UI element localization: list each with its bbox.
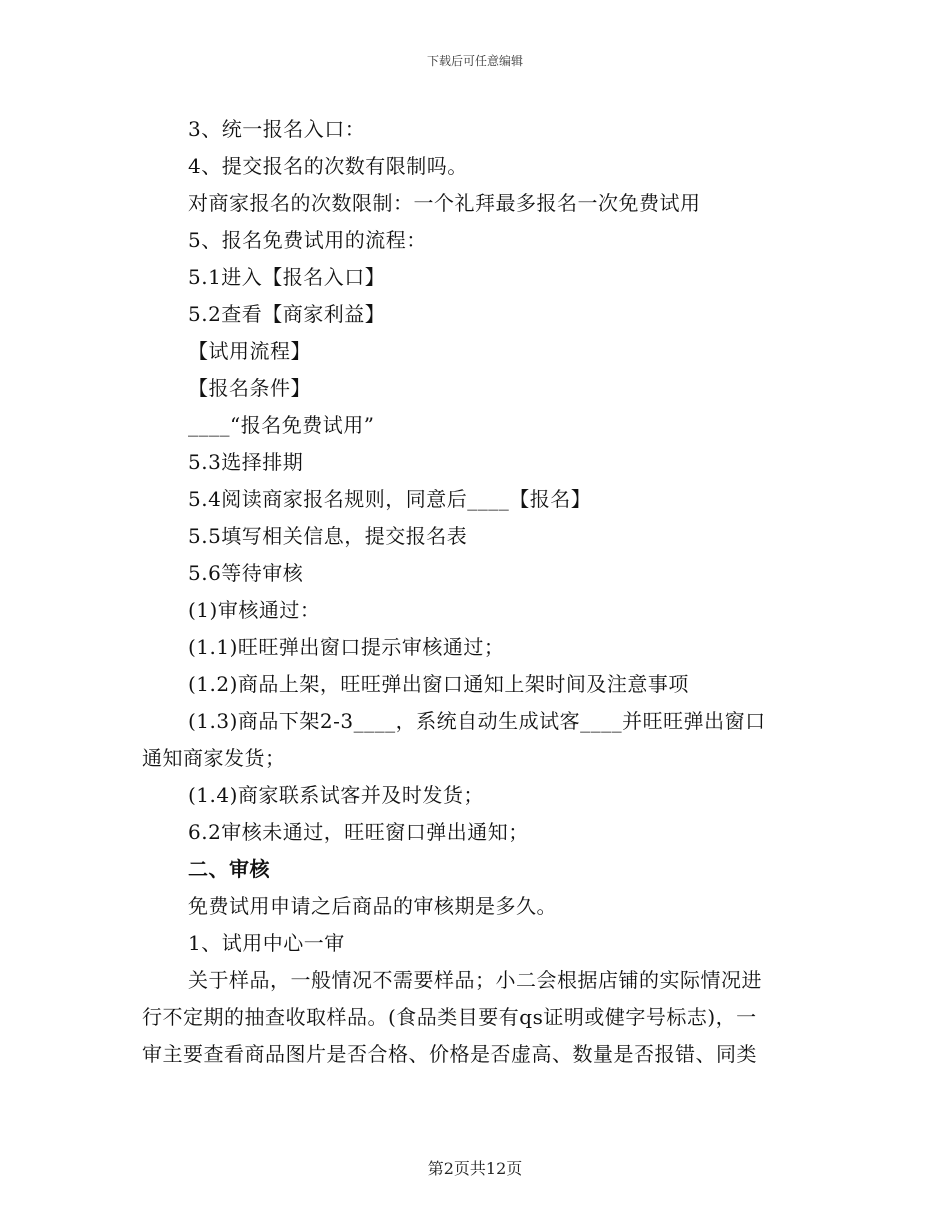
text-line: (1)审核通过： (188, 598, 321, 622)
text-line: 6.2审核未通过，旺旺窗口弹出通知； (188, 820, 529, 844)
text-line: 3、统一报名入口： (188, 117, 366, 141)
text-line: 5.5填写相关信息，提交报名表 (188, 524, 468, 548)
text-line: 关于样品，一般情况不需要样品；小二会根据店铺的实际情况进 (188, 968, 762, 992)
page-header: 下载后可任意编辑 (426, 54, 523, 68)
text-line: 对商家报名的次数限制：一个礼拜最多报名一次免费试用 (188, 191, 701, 215)
text-line: (1.3)商品下架2-3____，系统自动生成试客____并旺旺弹出窗口 (188, 709, 766, 733)
text-line: 审主要查看商品图片是否合格、价格是否虚高、数量是否报错、同类 (142, 1042, 757, 1066)
text-line: 免费试用申请之后商品的审核期是多久。 (188, 894, 557, 918)
text-line: 1、试用中心一审 (188, 931, 345, 955)
section-heading: 二、审核 (188, 857, 270, 881)
text-line: 5.1进入【报名入口】 (188, 265, 386, 289)
text-line: 5.4阅读商家报名规则，同意后____【报名】 (188, 487, 592, 511)
text-line: 5、报名免费试用的流程： (188, 228, 427, 252)
text-line: 【报名条件】 (188, 376, 311, 400)
text-line: 4、提交报名的次数有限制吗。 (188, 154, 468, 178)
text-line: (1.4)商家联系试客并及时发货； (188, 783, 484, 807)
text-line: (1.2)商品上架，旺旺弹出窗口通知上架时间及注意事项 (188, 672, 689, 696)
text-line: 通知商家发货； (142, 746, 286, 770)
text-line: 【试用流程】 (188, 339, 311, 363)
document-body (142, 111, 808, 1073)
page-footer: 第2页共12页 (427, 1159, 523, 1178)
text-line: 行不定期的抽查收取样品。(食品类目要有qs证明或健字号标志)，一 (142, 1005, 757, 1029)
text-line: 5.6等待审核 (188, 561, 304, 585)
text-line: ____“报名免费试用” (188, 413, 375, 437)
text-line: (1.1)旺旺弹出窗口提示审核通过； (188, 635, 505, 659)
text-line: 5.2查看【商家利益】 (188, 302, 386, 326)
text-line: 5.3选择排期 (188, 450, 304, 474)
